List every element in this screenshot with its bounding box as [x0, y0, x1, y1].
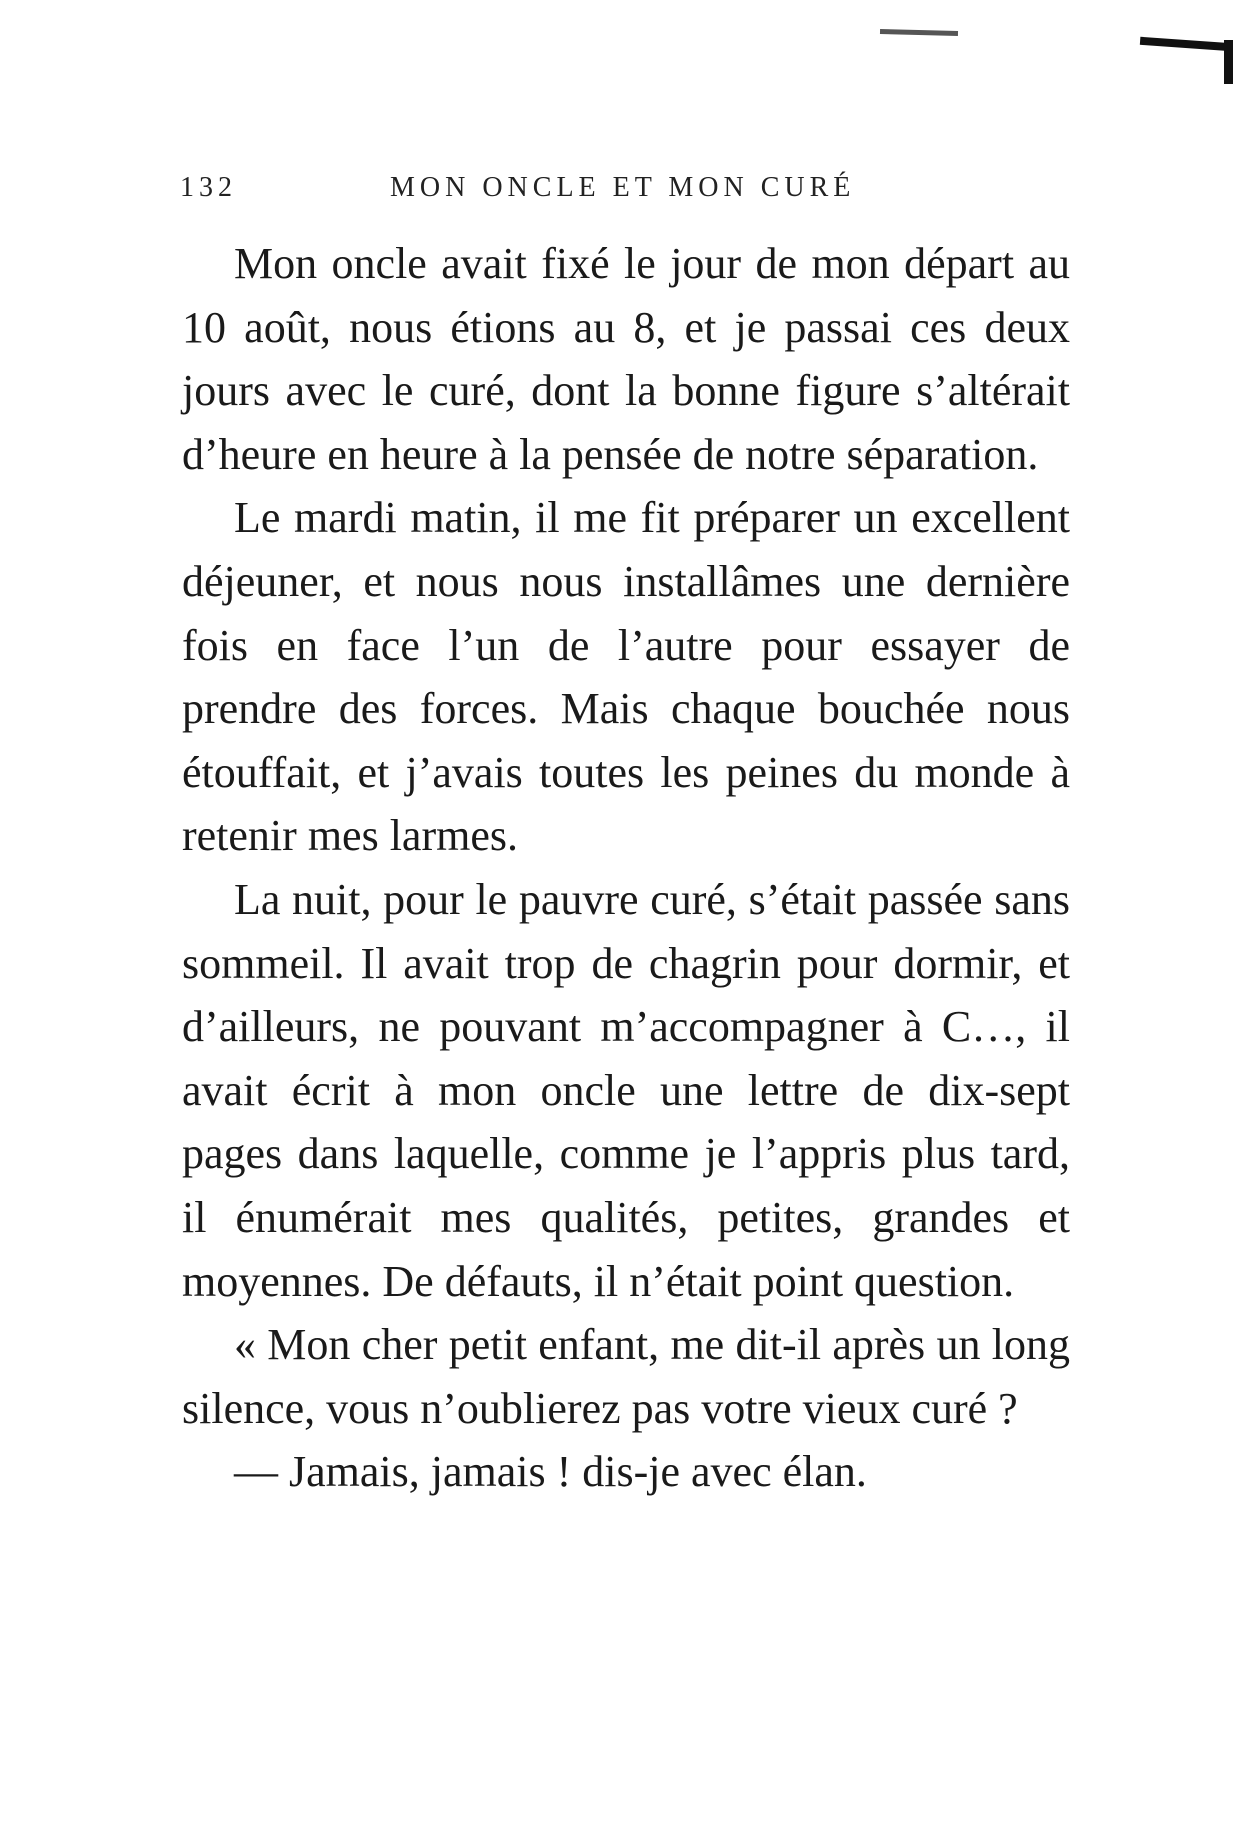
running-head: [180, 172, 880, 212]
scan-artifact: [880, 29, 958, 36]
scan-artifact: [1140, 37, 1232, 51]
paragraph: « Mon cher petit enfant, me dit-il après un long silence, vous n’oublierez pas votre vieux curé ?: [182, 1320, 1070, 1433]
page-number: 132: [180, 172, 237, 203]
running-title: MON ONCLE ET MON CURÉ: [390, 172, 856, 203]
body-text: [182, 232, 1070, 1504]
paragraph: Le mardi matin, il me fit préparer un excellent déjeuner, et nous nous installâmes une dernière fois en face l’un de l’autre pour essayer de prendre des forces. Mais chaque bouchée nous étouffait, et j’avais toutes les peines du monde à retenir mes larmes.: [182, 493, 1070, 861]
paragraph: La nuit, pour le pauvre curé, s’était passée sans sommeil. Il avait trop de chagrin pour dormir, et d’ailleurs, ne pouvant m’accompagner à C…, il avait écrit à mon oncle une lettre de dix-sept pages dans laquelle, comme je l’appris plus tard, il énumérait mes qualités, petites, grandes et moyennes. De défauts, il n’était point question.: [182, 874, 1070, 1306]
paragraph: Mon oncle avait fixé le jour de mon départ au 10 août, nous étions au 8, et je passai ces deux jours avec le curé, dont la bonne figure s’altérait d’heure en heure à la pensée de notre séparation.: [182, 239, 1070, 479]
scan-artifact: [1224, 40, 1233, 84]
paragraph: — Jamais, jamais ! dis-je avec élan.: [234, 1447, 867, 1497]
